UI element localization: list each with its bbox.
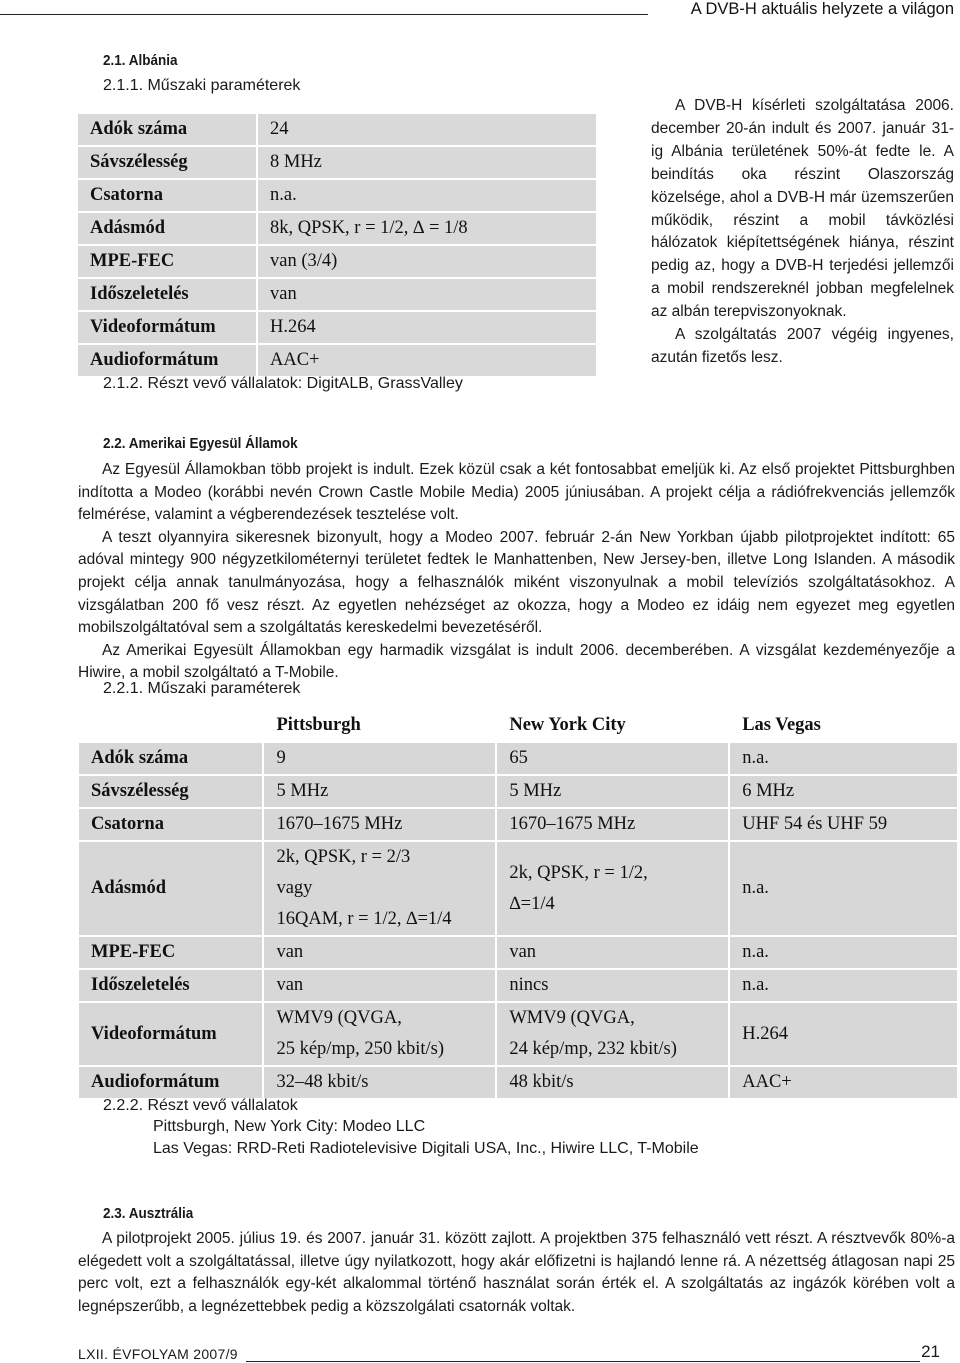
albania-param-row — [78, 311, 596, 344]
albania-param-row — [78, 179, 596, 212]
albania-params-table — [78, 114, 596, 376]
param-value: van — [263, 969, 496, 1002]
footer-volume: LXII. ÉVFOLYAM 2007/9 — [78, 1346, 238, 1362]
param-value: 8 MHz — [257, 146, 596, 179]
usa-param-row — [78, 775, 958, 808]
albania-participants: 2.1.2. Részt vevő vállalatok: DigitALB, GrassValley — [103, 375, 463, 392]
subsection-heading-albania-tech: 2.1.1. Műszaki paraméterek — [103, 77, 301, 94]
param-label: Időszeletelés — [78, 969, 263, 1002]
param-value: 5 MHz — [263, 775, 496, 808]
param-value-line: WMV9 (QVGA, — [276, 1008, 402, 1028]
section-heading-usa: 2.2. Amerikai Egyesül Államok — [103, 435, 298, 452]
usa-param-row — [78, 1066, 958, 1099]
param-value: van — [263, 936, 496, 969]
usa-paragraph-3: Az Amerikai Egyesült Államokban egy harmadik vizsgálat is indult 2006. decemberében. A vizsgálat kezdeményezője a Hiwire, a mobil szolgáltató a T-Mobile. — [78, 641, 955, 682]
australia-text — [78, 1228, 955, 1318]
param-value: 1670–1675 MHz — [496, 808, 729, 841]
param-value-line: 16QAM, r = 1/2, ∆=1/4 — [276, 909, 452, 929]
param-label: Adók száma — [78, 742, 263, 775]
param-value — [729, 841, 958, 936]
usa-param-row — [78, 841, 958, 936]
param-value: 24 — [257, 114, 596, 146]
param-value-line: 2k, QPSK, r = 1/2, — [509, 862, 648, 883]
param-label: Időszeletelés — [78, 278, 257, 311]
param-value: van — [496, 936, 729, 969]
param-value: 8k, QPSK, r = 1/2, ∆ = 1/8 — [257, 212, 596, 245]
usa-param-row — [78, 1002, 958, 1066]
param-label: Csatorna — [78, 179, 257, 212]
header-rule — [0, 14, 648, 15]
param-label: Videoformátum — [78, 311, 257, 344]
param-value — [496, 841, 729, 936]
usa-params-table-wrap — [77, 708, 959, 1100]
usa-participant-line-1: Pittsburgh, New York City: Modeo LLC — [153, 1118, 426, 1135]
param-label: MPE-FEC — [78, 245, 257, 278]
usa-param-row — [78, 808, 958, 841]
albania-paragraph-1: A DVB-H kísérleti szolgáltatása 2006. december 20-án indult és 2007. január 31-ig Albánia területének 50%-át fedte le. A beindítás oka részint Olaszország közelsége, ahol a DVB-H már üzemszerűen működik, részint a mobil távközlési hálózatok kiépítettségének hiánya, részint pedig az, hogy a DVB-H terjedési jellemzői a mobil rendszereknél jobban megfelelnek az albán terepviszonyoknak. — [651, 97, 954, 321]
param-value: van — [257, 278, 596, 311]
param-value: n.a. — [257, 179, 596, 212]
param-value: van (3/4) — [257, 245, 596, 278]
albania-param-row — [78, 278, 596, 311]
albania-param-row — [78, 245, 596, 278]
param-value-line: H.264 — [742, 1023, 788, 1044]
param-value: AAC+ — [257, 344, 596, 376]
param-label: Adásmód — [78, 212, 257, 245]
param-value: 48 kbit/s — [496, 1066, 729, 1099]
param-label: MPE-FEC — [78, 936, 263, 969]
param-label: Sávszélesség — [78, 146, 257, 179]
header-empty-cell — [78, 709, 263, 742]
section-heading-albania: 2.1. Albánia — [103, 52, 178, 69]
running-header: A DVB-H aktuális helyzete a világon — [690, 0, 954, 18]
usa-participant-line-2: Las Vegas: RRD-Reti Radiotelevisive Digitali USA, Inc., Hiwire LLC, T-Mobile — [153, 1140, 699, 1157]
param-label: Csatorna — [78, 808, 263, 841]
param-value: nincs — [496, 969, 729, 1002]
param-value-line: 25 kép/mp, 250 kbit/s) — [276, 1039, 444, 1059]
param-value-line: n.a. — [742, 878, 769, 898]
param-value: n.a. — [729, 969, 958, 1002]
albania-paragraph-2: A szolgáltatás 2007 végéig ingyenes, azután fizetős lesz. — [651, 326, 954, 366]
param-value-line: WMV9 (QVGA, — [509, 1008, 635, 1028]
usa-param-row — [78, 742, 958, 775]
subsection-heading-usa-tech: 2.2.1. Műszaki paraméterek — [103, 680, 301, 697]
usa-param-row — [78, 936, 958, 969]
param-value: 1670–1675 MHz — [263, 808, 496, 841]
param-value: AAC+ — [729, 1066, 958, 1099]
australia-paragraph-1: A pilotprojekt 2005. július 19. és 2007. január 31. között zajlott. A projektben 375 felhasználó vett részt. A résztvevők 80%-a elégedett volt a szolgáltatással, illetve úgy nyilatkozott, hogy akár előfizetni is hajlandó lenne rá. A nézettség átlagosan napi 25 perc volt, ezt a felhasználók egy-két alkalommal történő használat során érték el. A szolgáltatás az ingázók körében volt a legnépszerűbb, a legnézettebbek pedig a közszolgálati csatornák voltak. — [78, 1230, 955, 1315]
param-label: Adók száma — [90, 119, 188, 139]
param-value: n.a. — [729, 742, 958, 775]
column-header: Pittsburgh — [263, 709, 496, 742]
param-value — [263, 1002, 496, 1066]
footer-rule — [246, 1361, 920, 1362]
param-value — [729, 1002, 958, 1066]
albania-param-row — [78, 114, 596, 146]
param-value-line: ∆=1/4 — [509, 893, 555, 914]
param-value: 65 — [496, 742, 729, 775]
albania-param-row — [78, 212, 596, 245]
param-value: H.264 — [257, 311, 596, 344]
param-label: Audioformátum — [78, 1066, 263, 1099]
param-value: 6 MHz — [729, 775, 958, 808]
param-label: Adásmód — [78, 841, 263, 936]
param-value: 32–48 kbit/s — [263, 1066, 496, 1099]
param-value: n.a. — [729, 936, 958, 969]
param-value-line: 2k, QPSK, r = 2/3 — [276, 847, 411, 867]
param-value: 9 — [263, 742, 496, 775]
param-value — [263, 841, 496, 936]
param-value-line: vagy — [276, 878, 313, 898]
usa-participants-heading: 2.2.2. Részt vevő vállalatok — [103, 1097, 298, 1114]
usa-paragraph-2: A teszt olyannyira sikeresnek bizonyult, hogy a Modeo 2007. február 2-án New Yorkban újabb pilotprojektet indított: 65 adóval mintegy 900 négyzetkilométernyi területet fedtek le Manhattenben, New Jersey-ben, illetve Long Islanden. A második projekt célja annak tanulmányozása, hogy a felhasználók miként viszonyulnak a mobil televíziós szolgáltatásokhoz. A vizsgálatban 200 fő vesz részt. Az egyetlen nehézséget az okozza, hogy a Modeo ez idáig nem egyezet meg egyetlen mobilszolgáltatóval sem a szolgáltatás kereskedelmi bevezetéséről. — [78, 528, 955, 637]
param-label: Audioformátum — [78, 344, 257, 376]
param-label: Sávszélesség — [78, 775, 263, 808]
param-value: 5 MHz — [496, 775, 729, 808]
usa-param-row — [78, 969, 958, 1002]
param-value-line: 24 kép/mp, 232 kbit/s) — [509, 1039, 677, 1059]
column-header: New York City — [496, 709, 729, 742]
albania-param-row — [78, 344, 596, 376]
usa-text — [78, 459, 955, 685]
albania-param-row — [78, 146, 596, 179]
albania-params-table-wrap — [78, 114, 596, 376]
section-heading-australia: 2.3. Ausztrália — [103, 1205, 194, 1222]
param-label: Videoformátum — [78, 1002, 263, 1066]
usa-table-header-row — [78, 709, 958, 742]
albania-text-column — [651, 95, 954, 370]
usa-paragraph-1: Az Egyesül Államokban több projekt is indult. Ezek közül csak a két fontosabbat emeljük ki. Az első projektet Pittsburghben indította a Modeo (korábbi nevén Crown Castle Mobile Media) 2005 júniusában. A projekt célja a rádiófrekvenciás jellemzők felmérése, valamint a végberendezések tesztelése volt. — [78, 461, 955, 524]
page-number: 21 — [921, 1342, 940, 1361]
param-value — [496, 1002, 729, 1066]
param-value: UHF 54 és UHF 59 — [729, 808, 958, 841]
usa-params-table — [77, 708, 959, 1100]
column-header: Las Vegas — [729, 709, 958, 742]
